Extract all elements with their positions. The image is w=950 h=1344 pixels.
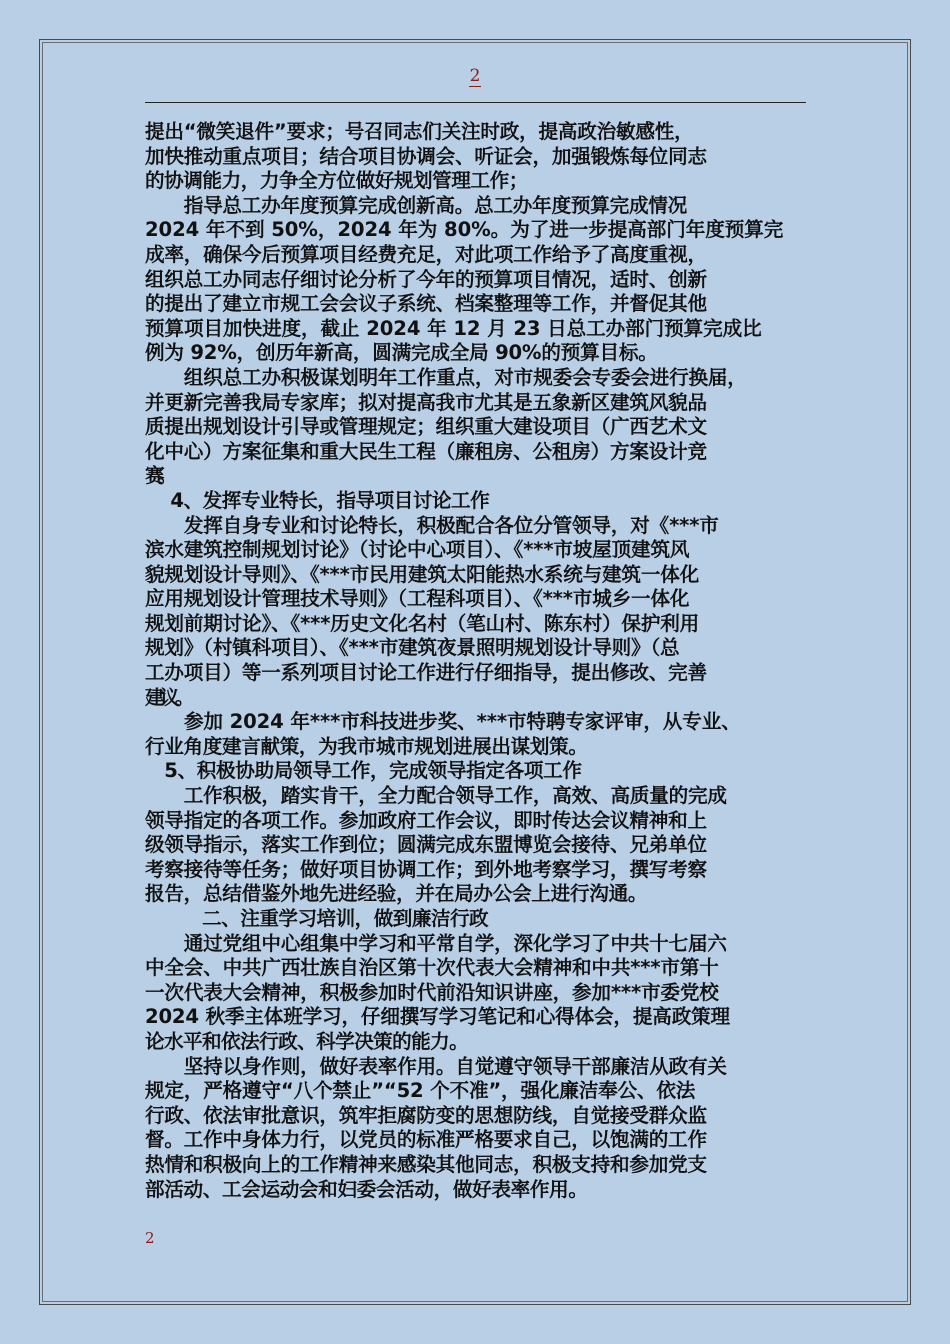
text-line: 级领导指示，落实工作到位；圆满完成东盟博览会接待、兄弟单位 (145, 833, 707, 857)
text-line: 通过党组中心组集中学习和平常自学，深化学习了中共十七届六 (145, 931, 727, 955)
text-line: 规定，严格遵守“八个禁止”“52 个不准”，强化廉洁奉公、依法 (145, 1079, 696, 1103)
text-line: 加快推动重点项目；结合项目协调会、听证会，加强锻炼每位同志 (145, 144, 707, 168)
text-line: 领导指定的各项工作。参加政府工作会议，即时传达会议精神和上 (145, 808, 707, 832)
text-line: 化中心）方案征集和重大民生工程（廉租房、公租房）方案设计竞 (145, 439, 707, 463)
text-line: 的协调能力，力争全方位做好规划管理工作； (145, 169, 528, 193)
text-line: 工办项目）等一系列项目讨论工作进行仔细指导，提出修改、完善 (145, 661, 707, 685)
text-line: 滨水建筑控制规划讨论》（讨论中心项目）、《***市坡屋顶建筑风 (145, 538, 690, 562)
text-line: 5、积极协助局领导工作，完成领导指定各项工作 (145, 759, 582, 783)
footer-page-number: 2 (145, 1229, 155, 1247)
text-line: 论水平和依法行政、科学决策的能力。 (145, 1029, 469, 1053)
text-line: 工作积极，踏实肯干，全力配合领导工作，高效、高质量的完成 (145, 784, 727, 808)
text-line: 2024 年不到 50%，2024 年为 80%。为了进一步提高部门年度预算完 (145, 218, 784, 242)
text-line: 成率，确保今后预算项目经费充足，对此项工作给予了高度重视， (145, 242, 707, 266)
text-line: 应用规划设计管理技术导则》（工程科项目）、《***市城乡一体化 (145, 587, 690, 611)
text-line: 规划》（村镇科项目）、《***市建筑夜景照明规划设计导则》（总 (145, 636, 680, 660)
text-line: 的提出了建立市规工会会议子系统、档案整理等工作，并督促其他 (145, 292, 707, 316)
text-line: 行政、依法审批意识，筑牢拒腐防变的思想防线，自觉接受群众监 (145, 1103, 707, 1127)
header-page-number (0, 66, 950, 86)
text-line: 报告，总结借鉴外地先进经验，并在局办公会上进行沟通。 (145, 882, 648, 906)
text-line: 热情和积极向上的工作精神来感染其他同志，积极支持和参加党支 (145, 1152, 707, 1176)
text-line: 行业角度建言献策，为我市城市规划进展出谋划策。 (145, 734, 588, 758)
text-line: 组织总工办同志仔细讨论分析了今年的预算项目情况，适时、创新 (145, 267, 707, 291)
text-line: 发挥自身专业和讨论特长，积极配合各位分管领导，对《***市 (145, 513, 719, 537)
document-body (145, 120, 825, 1202)
text-line: 并更新完善我局专家库；拟对提高我市尤其是五象新区建筑风貌品 (145, 390, 707, 414)
text-line: 参加 2024 年***市科技进步奖、***市特聘专家评审，从专业、 (145, 710, 741, 734)
text-line: 组织总工办积极谋划明年工作重点，对市规委会专委会进行换届， (145, 365, 747, 389)
text-line: 考察接待等任务；做好项目协调工作；到外地考察学习，撰写考察 (145, 857, 707, 881)
text-line: 提出“微笑退件”要求；号召同志们关注时政，提高政治敏感性， (145, 120, 694, 143)
text-line: 例为 92%，创历年新高，圆满完成全局 90%的预算目标。 (145, 341, 658, 365)
text-line: 2024 秋季主体班学习，仔细撰写学习笔记和心得体会，提高政策理 (145, 1005, 730, 1029)
text-line: 一次代表大会精神，积极参加时代前沿知识讲座，参加***市委党校 (145, 980, 719, 1004)
text-line: 貌规划设计导则》、《***市民用建筑太阳能热水系统与建筑一体化 (145, 562, 700, 586)
text-line: 质提出规划设计引导或管理规定；组织重大建设项目（广西艺术文 (145, 415, 707, 439)
text-line: 部活动、工会运动会和妇委会活动，做好表率作用。 (145, 1177, 588, 1201)
text-line: 4、发挥专业特长，指导项目讨论工作 (145, 488, 490, 512)
text-line: 坚持以身作则，做好表率作用。自觉遵守领导干部廉洁从政有关 (145, 1054, 727, 1078)
header-rule (145, 102, 806, 103)
text-line: 中全会、中共广西壮族自治区第十次代表大会精神和中共***市第十 (145, 956, 719, 980)
text-line: 督。工作中身体力行，以党员的标准严格要求自己，以饱满的工作 (145, 1128, 707, 1152)
text-line: 规划前期讨论》、《***历史文化名村（笔山村、陈东村）保护利用 (145, 611, 700, 635)
text-line: 赛。 (145, 464, 170, 488)
text-line: 预算项目加快进度，截止 2024 年 12 月 23 日总工办部门预算完成比 (145, 316, 762, 340)
text-line: 指导总工办年度预算完成创新高。总工办年度预算完成情况 (145, 193, 688, 217)
text-line: 建议。 (145, 685, 190, 709)
header-page-number-text: 2 (469, 66, 481, 86)
text-line: 二、注重学习培训，做到廉洁行政 (145, 907, 489, 930)
